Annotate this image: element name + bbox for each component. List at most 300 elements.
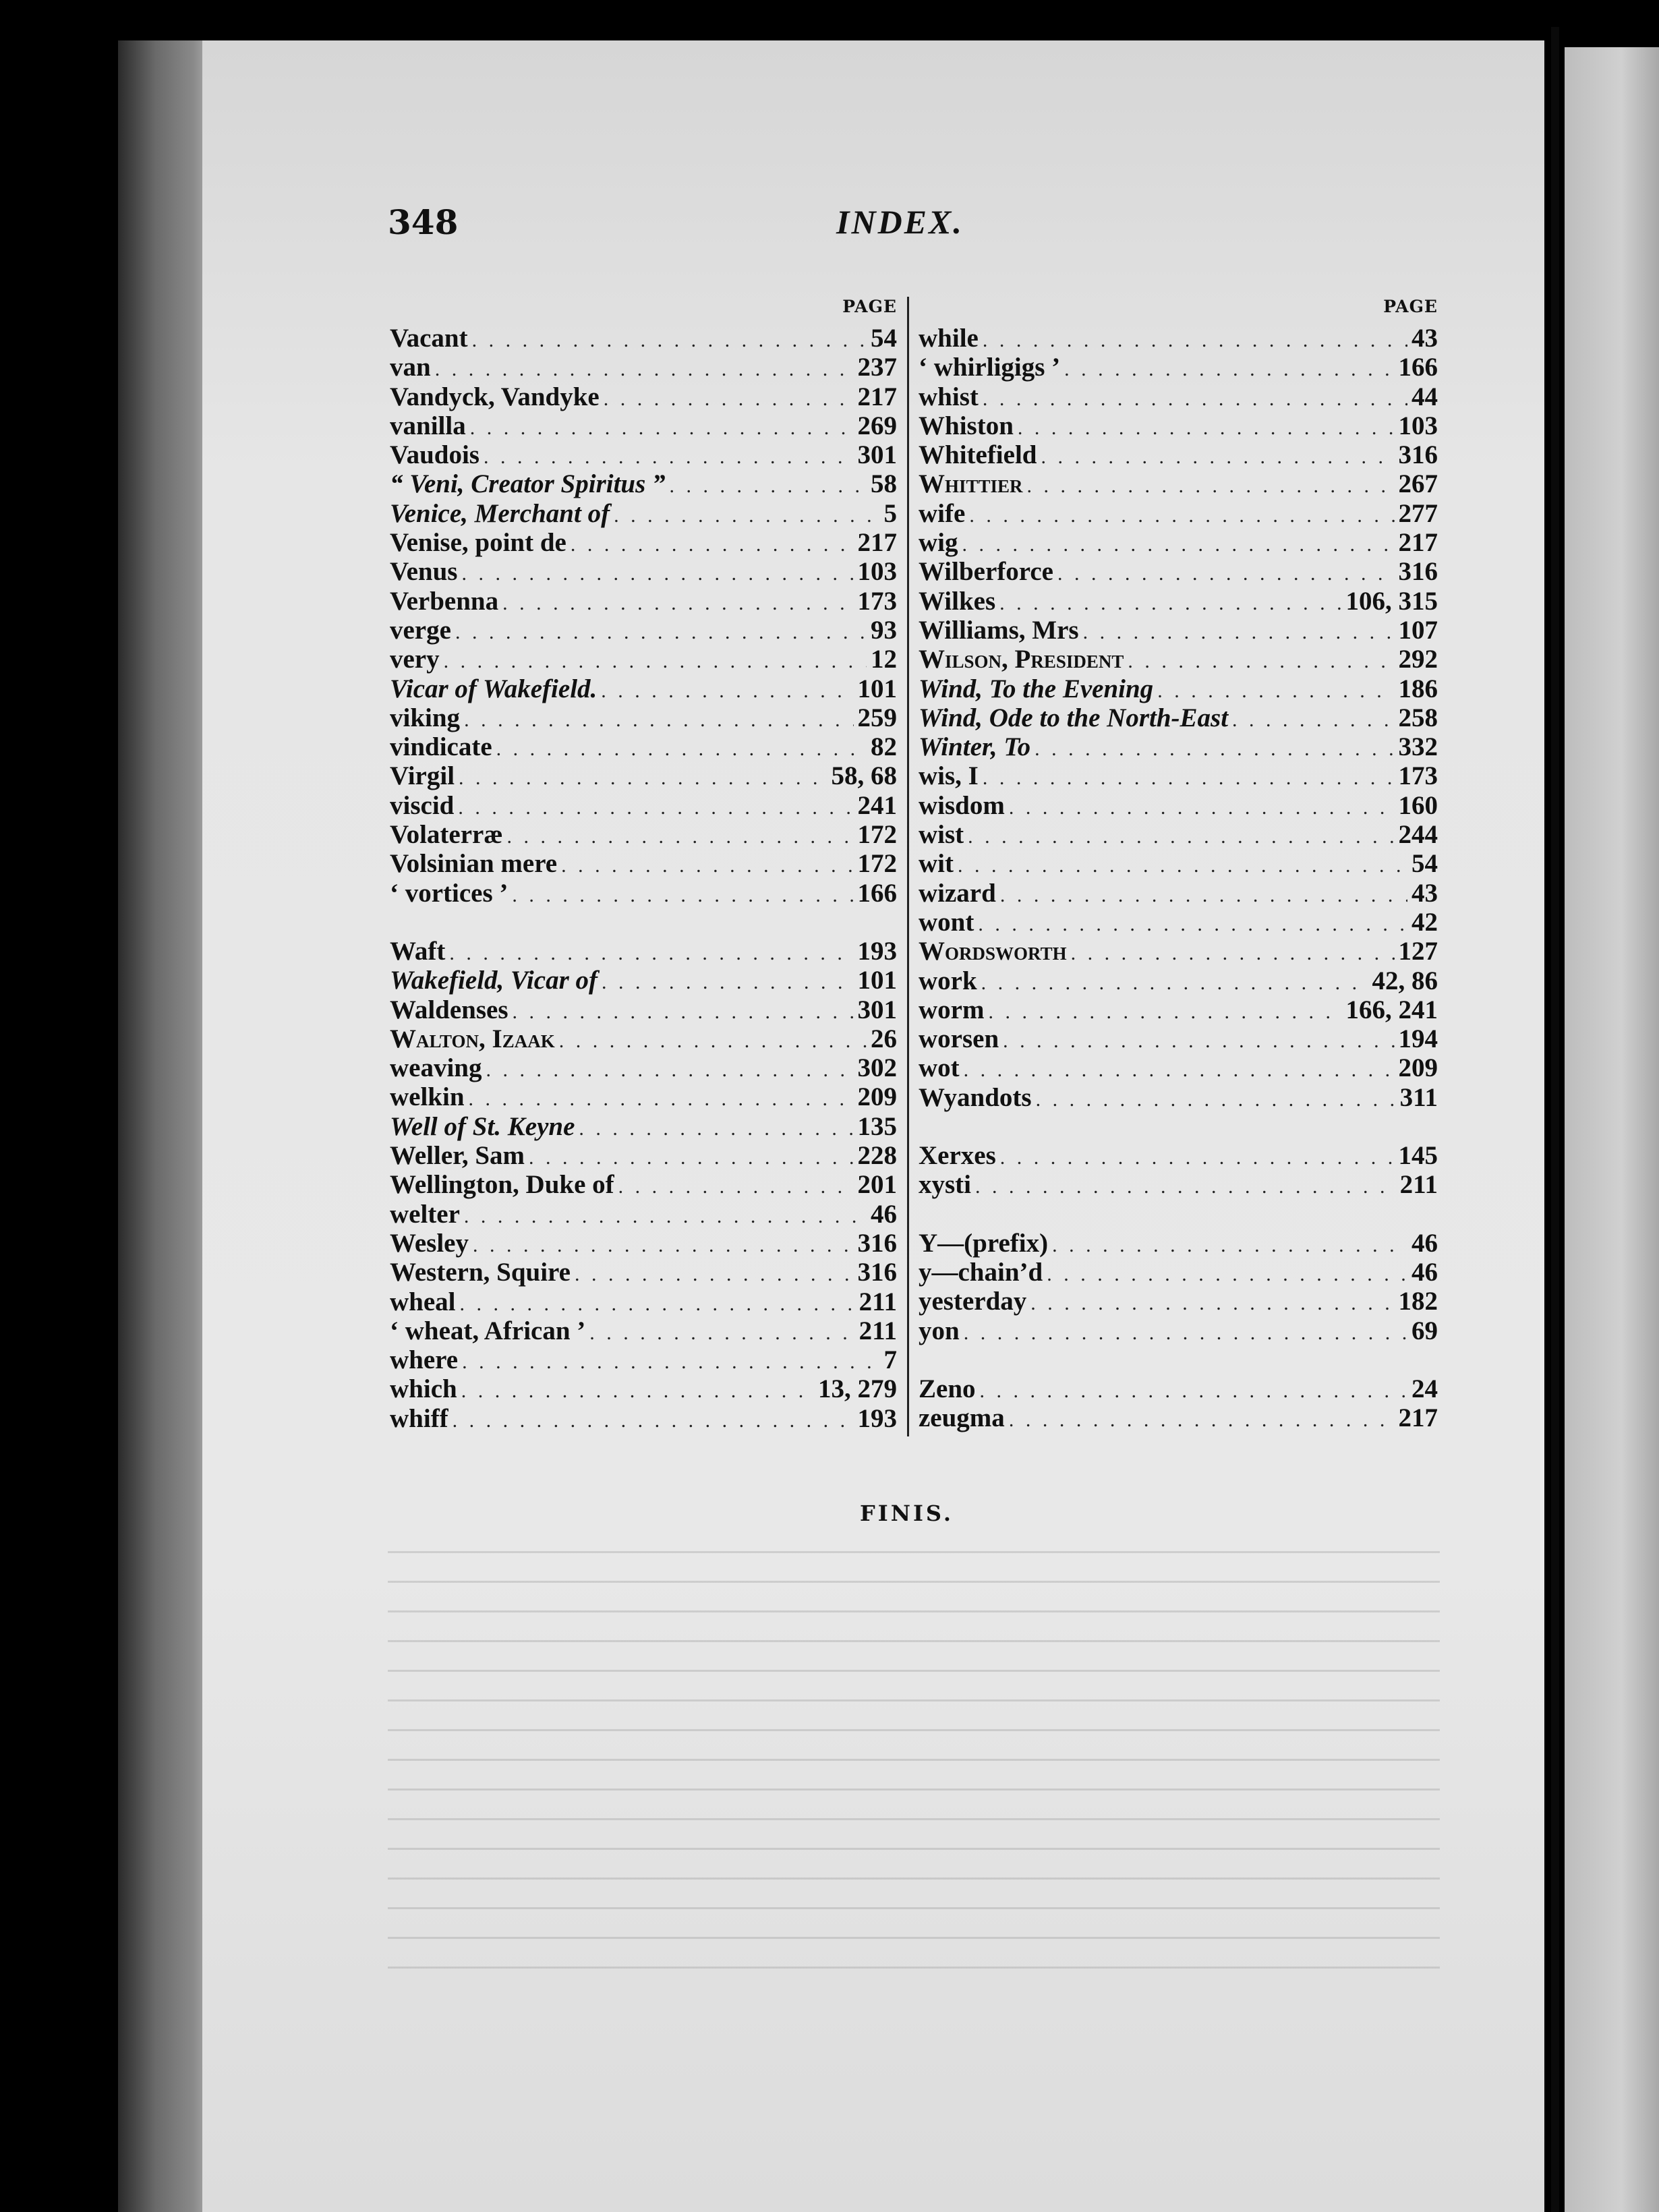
index-entry: [390, 1053, 897, 1082]
dot-leader: [1027, 471, 1395, 500]
index-term: Venus: [390, 557, 458, 587]
index-term: Waldenses: [390, 995, 508, 1024]
index-entry: [390, 324, 897, 353]
index-page-ref: 209: [1398, 1053, 1438, 1083]
index-page-ref: 258: [1398, 703, 1438, 732]
dot-leader: [983, 326, 1407, 355]
dot-leader: [512, 881, 853, 910]
index-page-ref: 237: [857, 353, 897, 382]
index-entry: [919, 820, 1438, 849]
show-through-texture: [388, 1531, 1440, 1969]
index-entry: [919, 616, 1438, 645]
index-page-ref: 46: [1411, 1257, 1438, 1287]
index-term: Wyandots: [919, 1082, 1032, 1112]
index-term: Volsinian mere: [390, 849, 558, 879]
dot-leader: [958, 851, 1407, 880]
index-page-ref: 101: [857, 674, 897, 703]
index-entry: [919, 587, 1438, 616]
index-entry: [390, 1170, 897, 1199]
index-term: Whitefield: [919, 440, 1037, 470]
dot-leader: [1071, 939, 1395, 968]
index-entry: [390, 1082, 897, 1111]
index-page-ref: 26: [871, 1024, 897, 1053]
index-page-ref: 93: [871, 615, 897, 645]
index-term: Wilkes: [919, 586, 996, 616]
index-page-ref: 46: [871, 1199, 897, 1229]
index-term: very: [390, 645, 440, 674]
dot-leader: [1003, 1026, 1394, 1055]
index-entry: [390, 791, 897, 820]
index-entry: [390, 820, 897, 849]
index-term: wizard: [919, 878, 996, 908]
dot-leader: [460, 1289, 855, 1318]
dot-leader: [1035, 734, 1394, 763]
index-entry: [390, 849, 897, 878]
dot-leader: [968, 822, 1394, 851]
index-page-ref: 194: [1398, 1024, 1438, 1054]
index-entry: [919, 1083, 1438, 1112]
index-entry: [390, 616, 897, 645]
index-page-ref: 301: [857, 440, 897, 470]
index-term: wist: [919, 820, 964, 850]
dot-leader: [529, 1143, 853, 1172]
index-term: Vacant: [390, 324, 468, 353]
index-term: ‘ wheat, African ’: [390, 1316, 586, 1345]
index-entry: [390, 1024, 897, 1053]
index-entry: [919, 1141, 1438, 1170]
index-term: weaving: [390, 1053, 482, 1083]
index-page-ref: 44: [1411, 382, 1438, 411]
index-column-right: [919, 297, 1438, 1432]
index-term: yon: [919, 1316, 960, 1345]
index-term: Zeno: [919, 1374, 976, 1403]
index-term: Wind, Ode to the North-East: [919, 703, 1229, 732]
index-page-ref: 292: [1398, 645, 1438, 674]
dot-leader: [472, 326, 867, 355]
index-entry: [390, 1287, 897, 1316]
index-page-ref: 182: [1398, 1287, 1438, 1316]
facing-page-strip: [1565, 47, 1659, 2212]
index-entry: [919, 353, 1438, 382]
index-term: vanilla: [390, 411, 466, 440]
dot-leader: [502, 589, 853, 618]
index-page-ref: 172: [857, 820, 897, 850]
index-page-ref: 173: [857, 586, 897, 616]
index-term: wife: [919, 498, 966, 528]
index-page-ref: 42, 86: [1372, 966, 1438, 995]
index-entry: [919, 557, 1438, 586]
dot-leader: [604, 384, 854, 413]
dot-leader: [455, 618, 867, 647]
index-term: wheal: [390, 1287, 456, 1316]
dot-leader: [981, 968, 1368, 997]
dot-leader: [964, 1318, 1407, 1347]
dot-leader: [453, 1406, 854, 1435]
index-page-ref: 12: [871, 645, 897, 674]
index-page-ref: 166, 241: [1345, 995, 1438, 1024]
index-entry: [390, 879, 897, 908]
dot-leader: [964, 1055, 1395, 1084]
index-page-ref: 201: [857, 1170, 897, 1200]
index-page-ref: 193: [857, 936, 897, 966]
dot-leader: [1064, 355, 1394, 384]
index-page-ref: 145: [1398, 1141, 1438, 1171]
index-page-ref: 316: [1398, 557, 1438, 587]
index-page-ref: 160: [1398, 790, 1438, 820]
index-term: “ Veni, Creator Spiritus ”: [390, 469, 666, 499]
index-entry: [390, 703, 897, 732]
index-term: y—chain’d: [919, 1257, 1043, 1287]
index-entry: [390, 587, 897, 616]
index-entry: [390, 411, 897, 440]
index-entry: [919, 645, 1438, 674]
index-page-ref: 13, 279: [818, 1374, 897, 1404]
dot-leader: [1047, 1260, 1407, 1289]
index-page-ref: 209: [857, 1082, 897, 1112]
index-entry: [390, 674, 897, 703]
index-term: wig: [919, 528, 958, 558]
index-term: Well of St. Keyne: [390, 1111, 575, 1141]
index-entry: [919, 761, 1438, 790]
index-page-ref: 316: [857, 1258, 897, 1287]
index-entries-right: [919, 324, 1438, 1432]
index-page-ref: 54: [1411, 849, 1438, 879]
index-page-ref: 316: [857, 1228, 897, 1258]
dot-leader: [1232, 705, 1394, 734]
index-page-ref: 58: [871, 469, 897, 499]
index-entry: [919, 1053, 1438, 1082]
index-entry: [390, 382, 897, 411]
index-entry: [919, 1287, 1438, 1316]
index-term: xysti: [919, 1170, 971, 1200]
index-entry: [919, 1316, 1438, 1345]
index-term: wot: [919, 1053, 960, 1083]
index-term: Winter, To: [919, 732, 1031, 762]
dot-leader: [983, 763, 1395, 792]
dot-leader: [988, 997, 1341, 1026]
index-entry: [919, 411, 1438, 440]
index-term: Y—(prefix): [919, 1228, 1049, 1258]
dot-leader: [589, 1318, 854, 1347]
index-term: worm: [919, 995, 985, 1024]
index-entry: [390, 1374, 897, 1403]
page-title: INDEX.: [836, 203, 964, 241]
index-entry: [919, 732, 1438, 761]
index-term: Wesley: [390, 1228, 469, 1258]
index-page-ref: 186: [1398, 674, 1438, 703]
dot-leader: [670, 471, 867, 500]
index-entry: [390, 732, 897, 761]
index-entry: [919, 1024, 1438, 1053]
index-entry: [390, 440, 897, 469]
dot-leader: [461, 1376, 814, 1405]
index-page-ref: 211: [858, 1287, 897, 1316]
index-page-ref: 69: [1411, 1316, 1438, 1345]
index-entry: [390, 499, 897, 528]
index-entry: [919, 1229, 1438, 1258]
index-page-ref: 217: [1398, 528, 1438, 558]
index-entry: [390, 1229, 897, 1258]
index-page-ref: 5: [883, 498, 897, 528]
index-page-ref: 228: [857, 1141, 897, 1171]
dot-leader: [1128, 647, 1394, 676]
index-term: which: [390, 1374, 457, 1404]
index-term: where: [390, 1345, 459, 1375]
index-term: vindicate: [390, 732, 492, 762]
index-page-ref: 42: [1411, 907, 1438, 937]
dot-leader: [462, 1347, 879, 1376]
index-entry: [919, 791, 1438, 820]
index-entry: [390, 469, 897, 498]
index-page-ref: 277: [1398, 498, 1438, 528]
index-term: Volaterræ: [390, 820, 503, 850]
dot-leader: [464, 1202, 867, 1231]
index-entry: [390, 1316, 897, 1345]
index-page-ref: 43: [1411, 324, 1438, 353]
index-entry: [390, 528, 897, 557]
index-page-ref: 43: [1411, 878, 1438, 908]
index-term: zeugma: [919, 1403, 1005, 1433]
index-term: Wordsworth: [919, 937, 1067, 966]
dot-leader: [1009, 793, 1395, 822]
dot-leader: [486, 1055, 854, 1084]
running-head: [388, 202, 1534, 256]
page-column-header: PAGE: [842, 297, 897, 316]
dot-leader: [978, 910, 1407, 939]
dot-leader: [1041, 442, 1394, 471]
index-term: Walton, Izaak: [390, 1024, 555, 1053]
index-term: welkin: [390, 1082, 465, 1112]
dot-leader: [579, 1114, 853, 1143]
index-page-ref: 101: [857, 966, 897, 995]
index-entry: [919, 674, 1438, 703]
index-entry: [919, 528, 1438, 557]
dot-leader: [614, 501, 879, 530]
finis-text: FINIS.: [860, 1501, 954, 1526]
dot-leader: [969, 501, 1394, 530]
index-page-ref: 46: [1411, 1228, 1438, 1258]
index-term: viking: [390, 703, 461, 732]
index-entry: [390, 761, 897, 790]
index-term: wont: [919, 907, 974, 937]
index-entry: [390, 645, 897, 674]
dot-leader: [449, 939, 853, 968]
index-term: Wellington, Duke of: [390, 1170, 614, 1200]
index-entry: [919, 937, 1438, 966]
page-number: 348: [388, 202, 459, 242]
index-entry: [390, 1141, 897, 1170]
index-term: van: [390, 353, 431, 382]
index-entry: [390, 1345, 897, 1374]
dot-leader: [473, 1231, 854, 1260]
index-entry: [919, 849, 1438, 878]
index-entry: [390, 995, 897, 1024]
index-entry: [390, 1112, 897, 1141]
gutter-shadow: [1551, 27, 1559, 2212]
index-page-ref: 106, 315: [1345, 586, 1438, 616]
index-page-ref: 244: [1398, 820, 1438, 850]
index-page-ref: 7: [883, 1345, 897, 1375]
index-term: Xerxes: [919, 1141, 996, 1171]
index-entry: [919, 908, 1438, 937]
dot-leader: [496, 734, 867, 763]
dot-leader: [1018, 413, 1395, 442]
index-term: ‘ whirligigs ’: [919, 353, 1061, 382]
dot-leader: [459, 763, 827, 792]
index-term: whist: [919, 382, 979, 411]
index-page-ref: 301: [857, 995, 897, 1024]
index-page-ref: 269: [857, 411, 897, 440]
index-page-ref: 217: [857, 528, 897, 558]
dot-leader: [975, 1172, 1396, 1201]
index-term: verge: [390, 615, 451, 645]
index-term: Whittier: [919, 469, 1023, 499]
dot-leader: [980, 1376, 1407, 1405]
index-page-ref: 103: [857, 557, 897, 587]
index-entry: [919, 1170, 1438, 1199]
index-page-ref: 211: [1399, 1170, 1438, 1200]
index-entry: [390, 557, 897, 586]
dot-leader: [1000, 881, 1407, 910]
index-term: Weller, Sam: [390, 1141, 525, 1171]
dot-leader: [435, 355, 854, 384]
index-entry: [390, 1200, 897, 1229]
page-column-header: PAGE: [1383, 297, 1438, 316]
index-term: Waft: [390, 936, 446, 966]
index-entry: [919, 440, 1438, 469]
dot-leader: [1083, 618, 1395, 647]
index-term: worsen: [919, 1024, 999, 1054]
index-entries-left: [390, 324, 897, 1433]
index-term: Venice, Merchant of: [390, 498, 610, 528]
dot-leader: [1052, 1231, 1407, 1260]
index-term: wisdom: [919, 790, 1005, 820]
dot-leader: [561, 851, 853, 880]
index-page-ref: 241: [857, 790, 897, 820]
index-page-ref: 332: [1398, 732, 1438, 762]
index-page-ref: 166: [857, 878, 897, 908]
dot-leader: [571, 530, 854, 559]
index-entry: [919, 324, 1438, 353]
index-page-ref: 267: [1398, 469, 1438, 499]
dot-leader: [1009, 1405, 1395, 1434]
index-entry: [390, 353, 897, 382]
index-term: Vandyck, Vandyke: [390, 382, 600, 411]
index-term: Wilson, President: [919, 645, 1124, 674]
index-entry: [919, 995, 1438, 1024]
index-term: Venise, point de: [390, 528, 566, 558]
index-page-ref: 173: [1398, 761, 1438, 791]
index-page-ref: 193: [857, 1403, 897, 1433]
index-page-ref: 172: [857, 849, 897, 879]
index-page-ref: 259: [857, 703, 897, 732]
index-page-ref: 302: [857, 1053, 897, 1083]
index-term: Vaudois: [390, 440, 479, 470]
dot-leader: [469, 1084, 854, 1113]
column-divider: [907, 297, 909, 1436]
dot-leader: [962, 530, 1395, 559]
index-term: welter: [390, 1199, 460, 1229]
dot-leader: [507, 822, 854, 851]
dot-leader: [484, 442, 854, 471]
index-term: ‘ vortices ’: [390, 878, 508, 908]
index-page-ref: 24: [1411, 1374, 1438, 1403]
index-entry: [919, 382, 1438, 411]
dot-leader: [999, 589, 1341, 618]
index-term: work: [919, 966, 977, 995]
dot-leader: [461, 559, 853, 588]
index-column-left: [390, 297, 897, 1433]
index-entry: [919, 499, 1438, 528]
index-term: viscid: [390, 790, 455, 820]
index-entry: [919, 1258, 1438, 1287]
dot-leader: [513, 997, 854, 1026]
index-entry: [919, 1403, 1438, 1432]
index-term: while: [919, 324, 979, 353]
dot-leader: [464, 705, 853, 734]
dot-leader: [1000, 1143, 1395, 1172]
dot-leader: [983, 384, 1407, 413]
dot-leader: [618, 1172, 854, 1201]
dot-leader: [1036, 1085, 1396, 1114]
dot-leader: [601, 676, 853, 705]
index-entry: [919, 966, 1438, 995]
dot-leader: [575, 1260, 854, 1289]
index-page-ref: 103: [1398, 411, 1438, 440]
index-page-ref: 54: [871, 324, 897, 353]
index-page-ref: 135: [857, 1111, 897, 1141]
dot-leader: [458, 793, 853, 822]
index-term: Virgil: [390, 761, 455, 791]
index-page-ref: 316: [1398, 440, 1438, 470]
index-page-ref: 127: [1398, 937, 1438, 966]
index-entry: [919, 469, 1438, 498]
index-term: yesterday: [919, 1287, 1027, 1316]
index-term: Verbenna: [390, 586, 499, 616]
dot-leader: [602, 968, 854, 997]
dot-leader: [1030, 1289, 1394, 1318]
index-page-ref: 217: [857, 382, 897, 411]
index-page-ref: 166: [1398, 353, 1438, 382]
dot-leader: [1057, 559, 1395, 588]
index-term: Western, Squire: [390, 1258, 571, 1287]
index-term: Wilberforce: [919, 557, 1053, 587]
index-term: wit: [919, 849, 954, 879]
index-term: Vicar of Wakefield.: [390, 674, 598, 703]
index-entry: [919, 879, 1438, 908]
page-stack-edge: [118, 40, 212, 2212]
index-term: wis, I: [919, 761, 979, 791]
index-entry: [919, 1374, 1438, 1403]
index-page-ref: 58, 68: [831, 761, 897, 791]
dot-leader: [1157, 676, 1394, 705]
index-term: Wind, To the Evening: [919, 674, 1154, 703]
dot-leader: [444, 647, 867, 676]
dot-leader: [559, 1026, 867, 1055]
index-entry: [390, 1258, 897, 1287]
index-entry: [390, 937, 897, 966]
dot-leader: [470, 413, 854, 442]
index-page-ref: 217: [1398, 1403, 1438, 1433]
index-page-ref: 311: [1399, 1082, 1438, 1112]
index-entry: [390, 1404, 897, 1433]
index-entry: [919, 703, 1438, 732]
index-page-ref: 211: [858, 1316, 897, 1345]
index-page-ref: 107: [1398, 615, 1438, 645]
index-entry: [390, 966, 897, 995]
index-term: Whiston: [919, 411, 1014, 440]
index-term: Wakefield, Vicar of: [390, 966, 598, 995]
